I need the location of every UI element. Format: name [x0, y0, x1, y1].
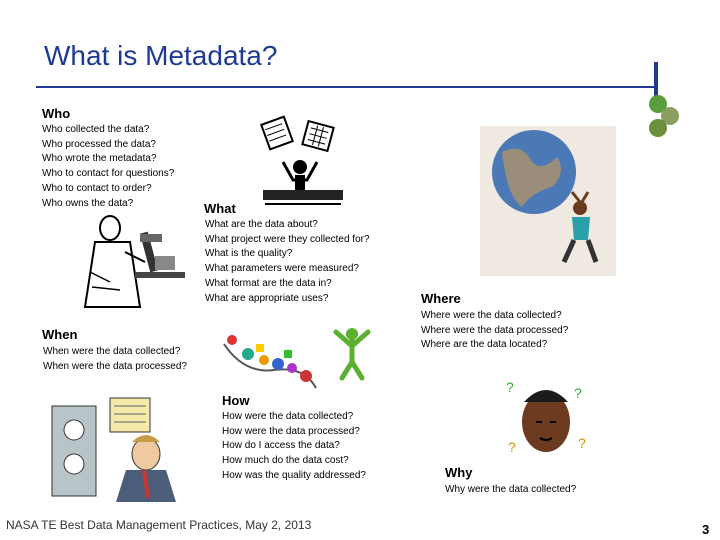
- who-line: Who processed the data?: [42, 138, 156, 150]
- what-line: What are appropriate uses?: [205, 292, 329, 304]
- what-line: What format are the data in?: [205, 277, 332, 289]
- where-heading: Where: [421, 291, 461, 306]
- when-heading: When: [42, 327, 78, 342]
- svg-text:?: ?: [506, 379, 514, 395]
- how-line: How do I access the data?: [222, 440, 340, 452]
- when-lines: [43, 345, 187, 374]
- title-underline: [36, 86, 658, 88]
- why-heading: Why: [445, 465, 473, 480]
- who-line: Who owns the data?: [42, 197, 134, 209]
- who-heading: Who: [42, 106, 71, 121]
- footer-text: NASA TE Best Data Management Practices, May 2, 2013: [6, 518, 312, 532]
- who-line: Who wrote the metadata?: [42, 153, 157, 165]
- when-line: When were the data processed?: [43, 360, 187, 372]
- where-lines: [421, 309, 568, 353]
- where-line: Where are the data located?: [421, 339, 548, 351]
- svg-text:?: ?: [574, 385, 582, 401]
- person-with-documents-icon: [255, 112, 355, 212]
- svg-text:?: ?: [578, 435, 586, 451]
- swirling-objects-icon: [220, 320, 320, 386]
- what-line: What are the data about?: [205, 219, 318, 230]
- page-number: 3: [702, 522, 710, 537]
- scientist-microscope-icon: [80, 212, 200, 312]
- how-line: How were the data processed?: [222, 425, 360, 437]
- who-line: Who collected the data?: [42, 124, 150, 135]
- why-lines: [445, 483, 576, 498]
- how-heading: How: [222, 393, 250, 408]
- where-line: Where were the data processed?: [421, 324, 569, 336]
- what-line: What is the quality?: [205, 248, 293, 260]
- thinking-person-icon: [504, 372, 590, 462]
- who-line: Who to contact to order?: [42, 182, 152, 194]
- how-lines: [222, 410, 366, 484]
- who-lines: [42, 123, 174, 211]
- what-line: What project were they collected for?: [205, 233, 370, 245]
- how-line: How was the quality addressed?: [222, 469, 366, 481]
- green-figure-icon: [328, 322, 376, 382]
- what-line: What parameters were measured?: [205, 263, 359, 275]
- where-line: Where were the data collected?: [421, 310, 562, 321]
- when-line: When were the data collected?: [43, 346, 181, 357]
- businessman-gauges-icon: [50, 394, 200, 502]
- title-corner-bar: [654, 62, 658, 98]
- how-line: How much do the data cost?: [222, 455, 349, 467]
- how-line: How were the data collected?: [222, 411, 354, 422]
- what-lines: [205, 218, 370, 306]
- svg-text:?: ?: [508, 439, 516, 455]
- why-line: Why were the data collected?: [445, 484, 577, 495]
- who-line: Who to contact for questions?: [42, 168, 175, 180]
- person-carrying-globe-icon: [472, 122, 622, 282]
- what-heading: What: [204, 201, 236, 216]
- slide-title: What is Metadata?: [44, 40, 278, 71]
- decorative-dots-icon: [640, 94, 690, 144]
